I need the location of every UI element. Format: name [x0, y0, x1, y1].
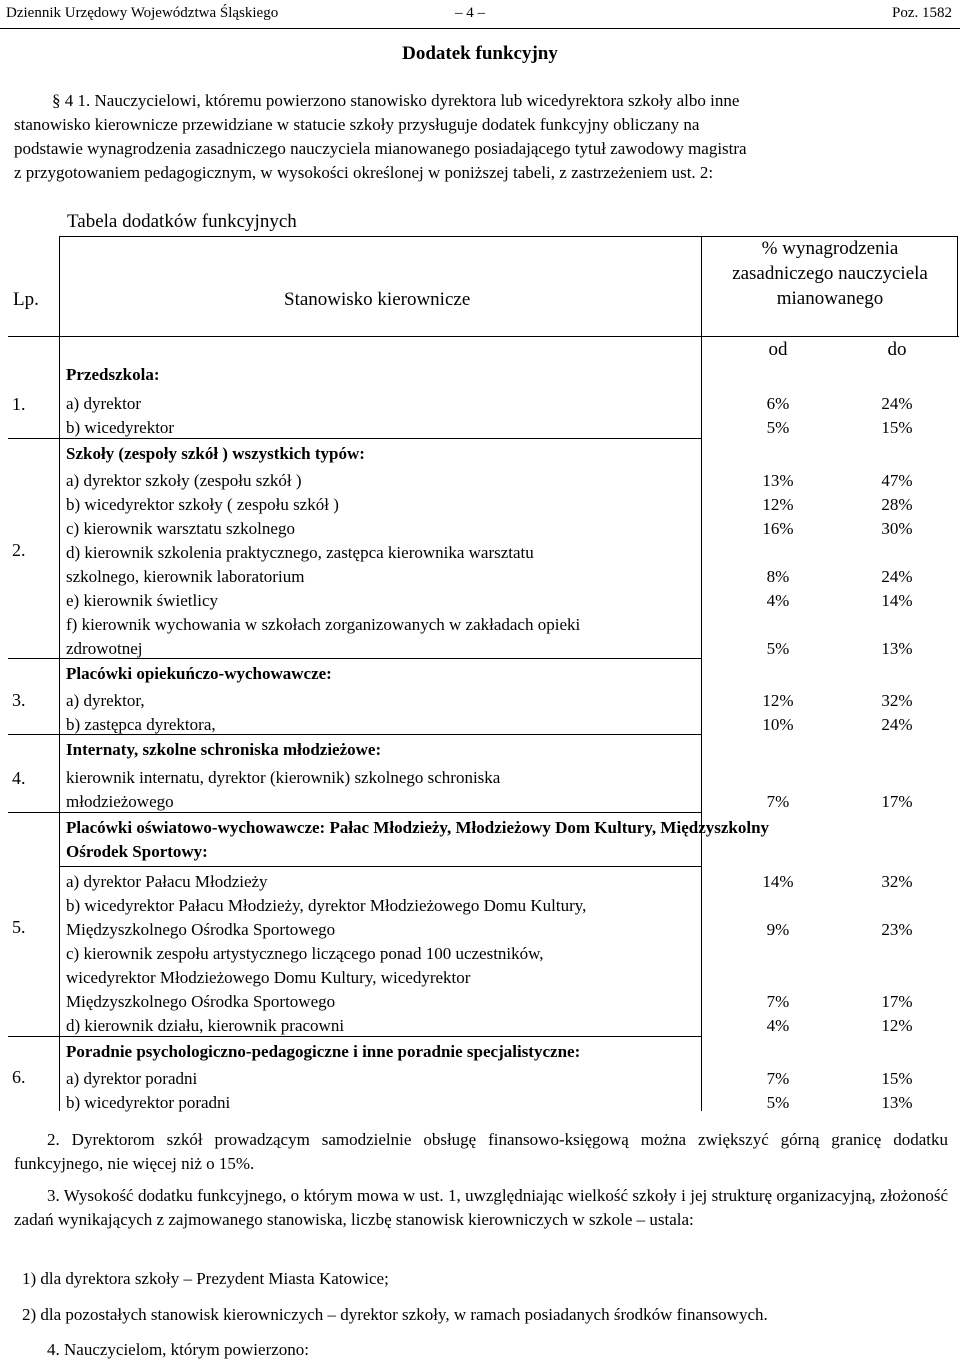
percent-from: 7% — [766, 1069, 790, 1088]
position-name: b) wicedyrektor szkoły ( zespołu szkół ) — [66, 495, 339, 514]
item-2: 2) dla pozostałych stanowisk kierowniczych – dyrektor szkoły, w ramach posiadanych środków finansowych. — [22, 1305, 768, 1324]
position-name: b) zastępca dyrektora, — [66, 715, 216, 734]
intro-line: § 4 1. Nauczycielowi, któremu powierzono stanowisko dyrektora lub wicedyrektora szkoły albo inne — [52, 91, 740, 110]
percent-to: 13% — [881, 639, 913, 658]
percent-to: 12% — [881, 1016, 913, 1035]
percent-to: 15% — [881, 418, 913, 437]
percent-from: 4% — [766, 1016, 790, 1035]
position-name: szkolnego, kierownik laboratorium — [66, 567, 305, 586]
position-name: Międzyszkolnego Ośrodka Sportowego — [66, 992, 336, 1011]
percent-to: 17% — [881, 992, 913, 1011]
percent-to: 14% — [881, 591, 913, 610]
percent-to: 13% — [881, 1093, 913, 1112]
position-name: zdrowotnej — [66, 639, 143, 658]
percent-from: 16% — [762, 519, 794, 538]
grid-line — [8, 812, 60, 813]
grid-line — [8, 336, 959, 337]
header-page-number: – 4 – — [455, 5, 485, 21]
intro-line: stanowisko kierownicze przewidziane w statucie szkoły przysługuje dodatek funkcyjny obliczany na — [14, 115, 700, 134]
grid-line — [701, 236, 702, 1111]
group-title: Szkoły (zespoły szkół ) wszystkich typów: — [66, 444, 365, 463]
percent-to: 24% — [881, 715, 913, 734]
header-percent-line: mianowanego — [776, 288, 884, 309]
group-title: Przedszkola: — [66, 365, 160, 384]
percent-from: 12% — [762, 691, 794, 710]
header-position: Stanowisko kierownicze — [284, 289, 471, 310]
percent-from: 6% — [766, 394, 790, 413]
position-name: a) dyrektor, — [66, 691, 145, 710]
percent-from: 10% — [762, 715, 794, 734]
position-name: c) kierownik warsztatu szkolnego — [66, 519, 295, 538]
position-name: a) dyrektor poradni — [66, 1069, 198, 1088]
position-name: f) kierownik wychowania w szkołach zorganizowanych w zakładach opieki — [66, 615, 581, 634]
percent-to: 15% — [881, 1069, 913, 1088]
grid-line — [8, 438, 60, 439]
position-name: młodzieżowego — [66, 792, 174, 811]
percent-to: 30% — [881, 519, 913, 538]
running-header — [0, 0, 960, 29]
percent-to: 28% — [881, 495, 913, 514]
percent-from: 14% — [762, 872, 794, 891]
header-journal-title: Dziennik Urzędowy Województwa Śląskiego — [6, 5, 279, 21]
header-percent-line: % wynagrodzenia — [761, 238, 899, 259]
header-percent-line: zasadniczego nauczyciela — [732, 263, 928, 284]
grid-line — [957, 236, 958, 336]
grid-line — [59, 866, 702, 867]
percent-to: 23% — [881, 920, 913, 939]
grid-line — [59, 658, 702, 659]
position-name: b) wicedyrektor — [66, 418, 175, 437]
position-name: d) kierownik działu, kierownik pracowni — [66, 1016, 345, 1035]
item-1: 1) dla dyrektora szkoły – Prezydent Miasta Katowice; — [22, 1269, 389, 1288]
percent-from: 12% — [762, 495, 794, 514]
percent-to: 24% — [881, 567, 913, 586]
grid-line — [8, 734, 60, 735]
percent-to: 32% — [881, 691, 913, 710]
group-title: Ośrodek Sportowy: — [66, 842, 208, 861]
position-name: d) kierownik szkolenia praktycznego, zastępca kierownika warsztatu — [66, 543, 534, 562]
percent-from: 5% — [766, 1093, 790, 1112]
percent-from: 9% — [766, 920, 790, 939]
position-name: b) wicedyrektor poradni — [66, 1093, 231, 1112]
row-number: 3. — [12, 690, 26, 710]
row-number: 2. — [12, 540, 26, 560]
grid-line — [59, 236, 60, 1111]
header-lp: Lp. — [13, 289, 39, 310]
row-number: 5. — [12, 917, 26, 937]
row-number: 4. — [12, 768, 26, 788]
position-name: kierownik internatu, dyrektor (kierownik) szkolnego schroniska — [66, 768, 501, 787]
percent-from: 4% — [766, 591, 790, 610]
position-name: Międzyszkolnego Ośrodka Sportowego — [66, 920, 336, 939]
header-from: od — [768, 339, 788, 360]
paragraph-4: 4. Nauczycielom, którym powierzono: — [47, 1340, 310, 1359]
intro-line: podstawie wynagrodzenia zasadniczego nauczyciela mianowanego posiadającego tytuł zawodowy magistra — [14, 139, 747, 158]
group-title: Poradnie psychologiczno-pedagogiczne i inne poradnie specjalistyczne: — [66, 1042, 581, 1061]
percent-to: 24% — [881, 394, 913, 413]
percent-from: 7% — [766, 992, 790, 1011]
percent-from: 5% — [766, 639, 790, 658]
percent-from: 13% — [762, 471, 794, 490]
group-title: Internaty, szkolne schroniska młodzieżowe: — [66, 740, 382, 759]
position-name: wicedyrektor Młodzieżowego Domu Kultury, wicedyrektor — [66, 968, 471, 987]
paragraph-2: 2. Dyrektorom szkół prowadzącym samodzielnie obsługę finansowo-księgową można zwiększyć górną granicę dodatku funkcyjnego, nie więcej niż o 15%. — [14, 1130, 948, 1173]
grid-line — [8, 1036, 60, 1037]
intro-paragraph — [14, 89, 954, 185]
row-number: 6. — [12, 1067, 26, 1087]
percent-to: 32% — [881, 872, 913, 891]
header-position: Poz. 1582 — [892, 5, 952, 21]
grid-line — [8, 658, 60, 659]
position-name: c) kierownik zespołu artystycznego liczącego ponad 100 uczestników, — [66, 944, 544, 963]
percent-from: 5% — [766, 418, 790, 437]
paragraph-3: 3. Wysokość dodatku funkcyjnego, o którym mowa w ust. 1, uwzględniając wielkość szkoły i jej strukturę organizacyjną, złożoność zadań wynikających z zajmowanego stanowiska, liczbę stanowisk kierowniczych w szkole – ustala: — [14, 1186, 948, 1229]
group-title: Placówki oświatowo-wychowawcze: Pałac Młodzieży, Młodzieżowy Dom Kultury, Międzyszkolny — [66, 818, 770, 837]
percent-from: 8% — [766, 567, 790, 586]
position-name: a) dyrektor Pałacu Młodzieży — [66, 872, 268, 891]
intro-line: z przygotowaniem pedagogicznym, w wysokości określonej w poniższej tabeli, z zastrzeżeniem ust. 2: — [14, 163, 714, 182]
percent-from: 7% — [766, 792, 790, 811]
header-to: do — [887, 339, 907, 360]
table-caption: Tabela dodatków funkcyjnych — [67, 211, 297, 232]
row-number: 1. — [12, 394, 26, 414]
position-name: a) dyrektor szkoły (zespołu szkół ) — [66, 471, 302, 490]
position-name: b) wicedyrektor Pałacu Młodzieży, dyrektor Młodzieżowego Domu Kultury, — [66, 896, 587, 915]
position-name: a) dyrektor — [66, 394, 142, 413]
percent-to: 17% — [881, 792, 913, 811]
percent-to: 47% — [881, 471, 913, 490]
section-title: Dodatek funkcyjny — [402, 43, 558, 64]
group-title: Placówki opiekuńczo-wychowawcze: — [66, 664, 332, 683]
position-name: e) kierownik świetlicy — [66, 591, 219, 610]
